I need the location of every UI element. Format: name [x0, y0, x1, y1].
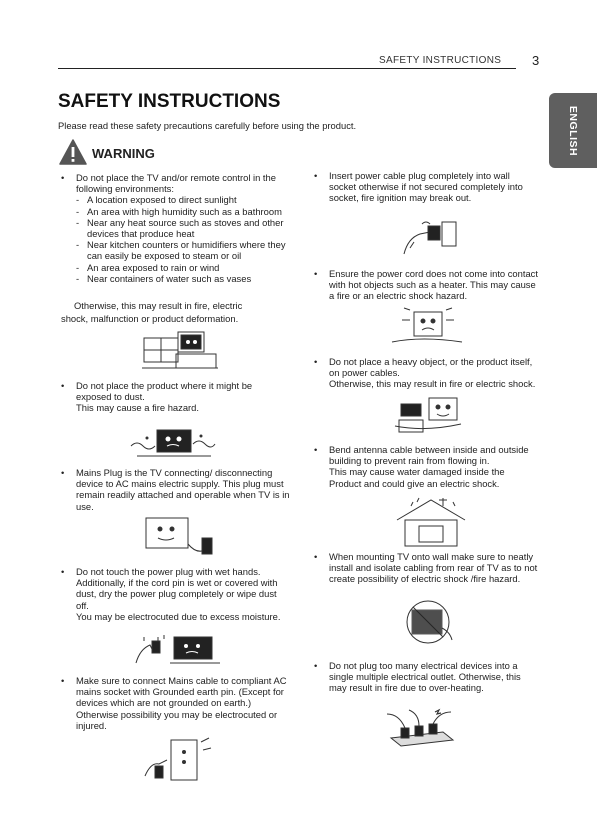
page-title: SAFETY INSTRUCTIONS — [58, 91, 281, 112]
wall-mount-cabling-icon — [398, 598, 458, 646]
right-item-antenna: • Bend antenna cable between inside and outside building to prevent rain from flowing in. This may cause water damaged inside the Product and could give an electric shock. — [314, 444, 529, 489]
heater-cord-icon — [390, 306, 464, 346]
language-tab-label: ENGLISH — [567, 105, 579, 156]
left-item-dust: • Do not place the product where it might be exposed to dust. This may cause a fire hazard. — [61, 380, 253, 414]
left-item-grounded: • Make sure to connect Mains cable to compliant AC mains socket with Grounded earth pin. (Except for devices which are not grounded on earth.) Otherwise possibility you may be electrocuted or injured. — [61, 675, 287, 731]
bullet: • — [314, 551, 318, 562]
grounded-socket-icon — [141, 736, 215, 792]
bullet: • — [314, 660, 318, 671]
bullet: • — [314, 170, 318, 181]
bullet: • — [61, 467, 65, 478]
sub-item: - An area with high humidity such as a bathroom — [76, 205, 282, 217]
sub-item: - Near any heat source such as stoves and other devices that produce heat — [76, 216, 284, 240]
left-item-environments-trail: Otherwise, this may result in fire, electric — [74, 300, 243, 311]
bullet: • — [61, 172, 65, 183]
house-antenna-icon — [393, 496, 469, 548]
language-tab — [549, 93, 597, 168]
intro-text: Please read these safety precautions carefully before using the product. — [58, 120, 357, 131]
tv-plug-icon — [142, 514, 218, 560]
sub-item: - Near containers of water such as vases — [76, 272, 252, 284]
sub-item: - An area exposed to rain or wind — [76, 261, 220, 273]
bullet: • — [314, 356, 318, 367]
left-item-mains-plug: • Mains Plug is the TV connecting/ disconnecting device to AC mains electric supply. This plug must remain readily attached and operable when TV is in use. — [61, 467, 290, 512]
plug-socket-icon — [400, 218, 460, 258]
left-item-environments — [61, 172, 286, 284]
bullet: • — [61, 380, 65, 391]
right-item-heavy-object: • Do not place a heavy object, or the product itself, on power cables. Otherwise, this may result in fire or electric shock. — [314, 356, 536, 390]
sub-item: - A location exposed to direct sunlight — [76, 194, 237, 206]
warning-label: WARNING — [92, 146, 155, 161]
right-item-heater: • Ensure the power cord does not come into contact with hot objects such as a heater. This may cause a fire or an electric shock hazard. — [314, 268, 538, 302]
header-rule — [58, 68, 516, 69]
heavy-object-cable-icon — [393, 396, 463, 438]
right-item-wall-mount: • When mounting TV onto wall make sure to neatly install and isolate cabling from rear of TV as to not create possibility of electric shock /fire hazard. — [314, 551, 538, 585]
left-item-wet-hands: • Do not touch the power plug with wet hands. Additionally, if the cord pin is wet or covered with dust, dry the power plug completely or wipe dust off. You may be electrocuted due to excess moisture. — [61, 566, 281, 622]
sub-item: - Near kitchen counters or humidifiers where they can easily be exposed to steam or oil — [76, 239, 286, 262]
right-item-overload: • Do not plug too many electrical devices into a single multiple electrical outlet. Otherwise, this may result in fire due to over-heating. — [314, 660, 521, 694]
warning-triangle-icon — [59, 139, 87, 165]
bullet: • — [61, 566, 65, 577]
right-item-insert-plug: • Insert power cable plug completely into wall socket otherwise if not secured completely into socket, fire ignition may break out. — [314, 170, 523, 204]
page-number: 3 — [532, 53, 540, 68]
bullet: • — [314, 444, 318, 455]
bullet: • — [61, 675, 65, 686]
wet-hand-plug-icon — [130, 633, 226, 669]
overloaded-outlet-icon — [381, 708, 467, 752]
tv-window-sun-icon — [140, 328, 222, 374]
bullet: • — [314, 268, 318, 279]
left-item-environments-trail2: shock, malfunction or product deformation. — [61, 313, 239, 324]
header-section-title: SAFETY INSTRUCTIONS — [379, 55, 502, 66]
tv-dust-icon — [127, 426, 217, 460]
item-lead: Do not place the TV and/or remote control in the following environments: — [76, 172, 276, 195]
